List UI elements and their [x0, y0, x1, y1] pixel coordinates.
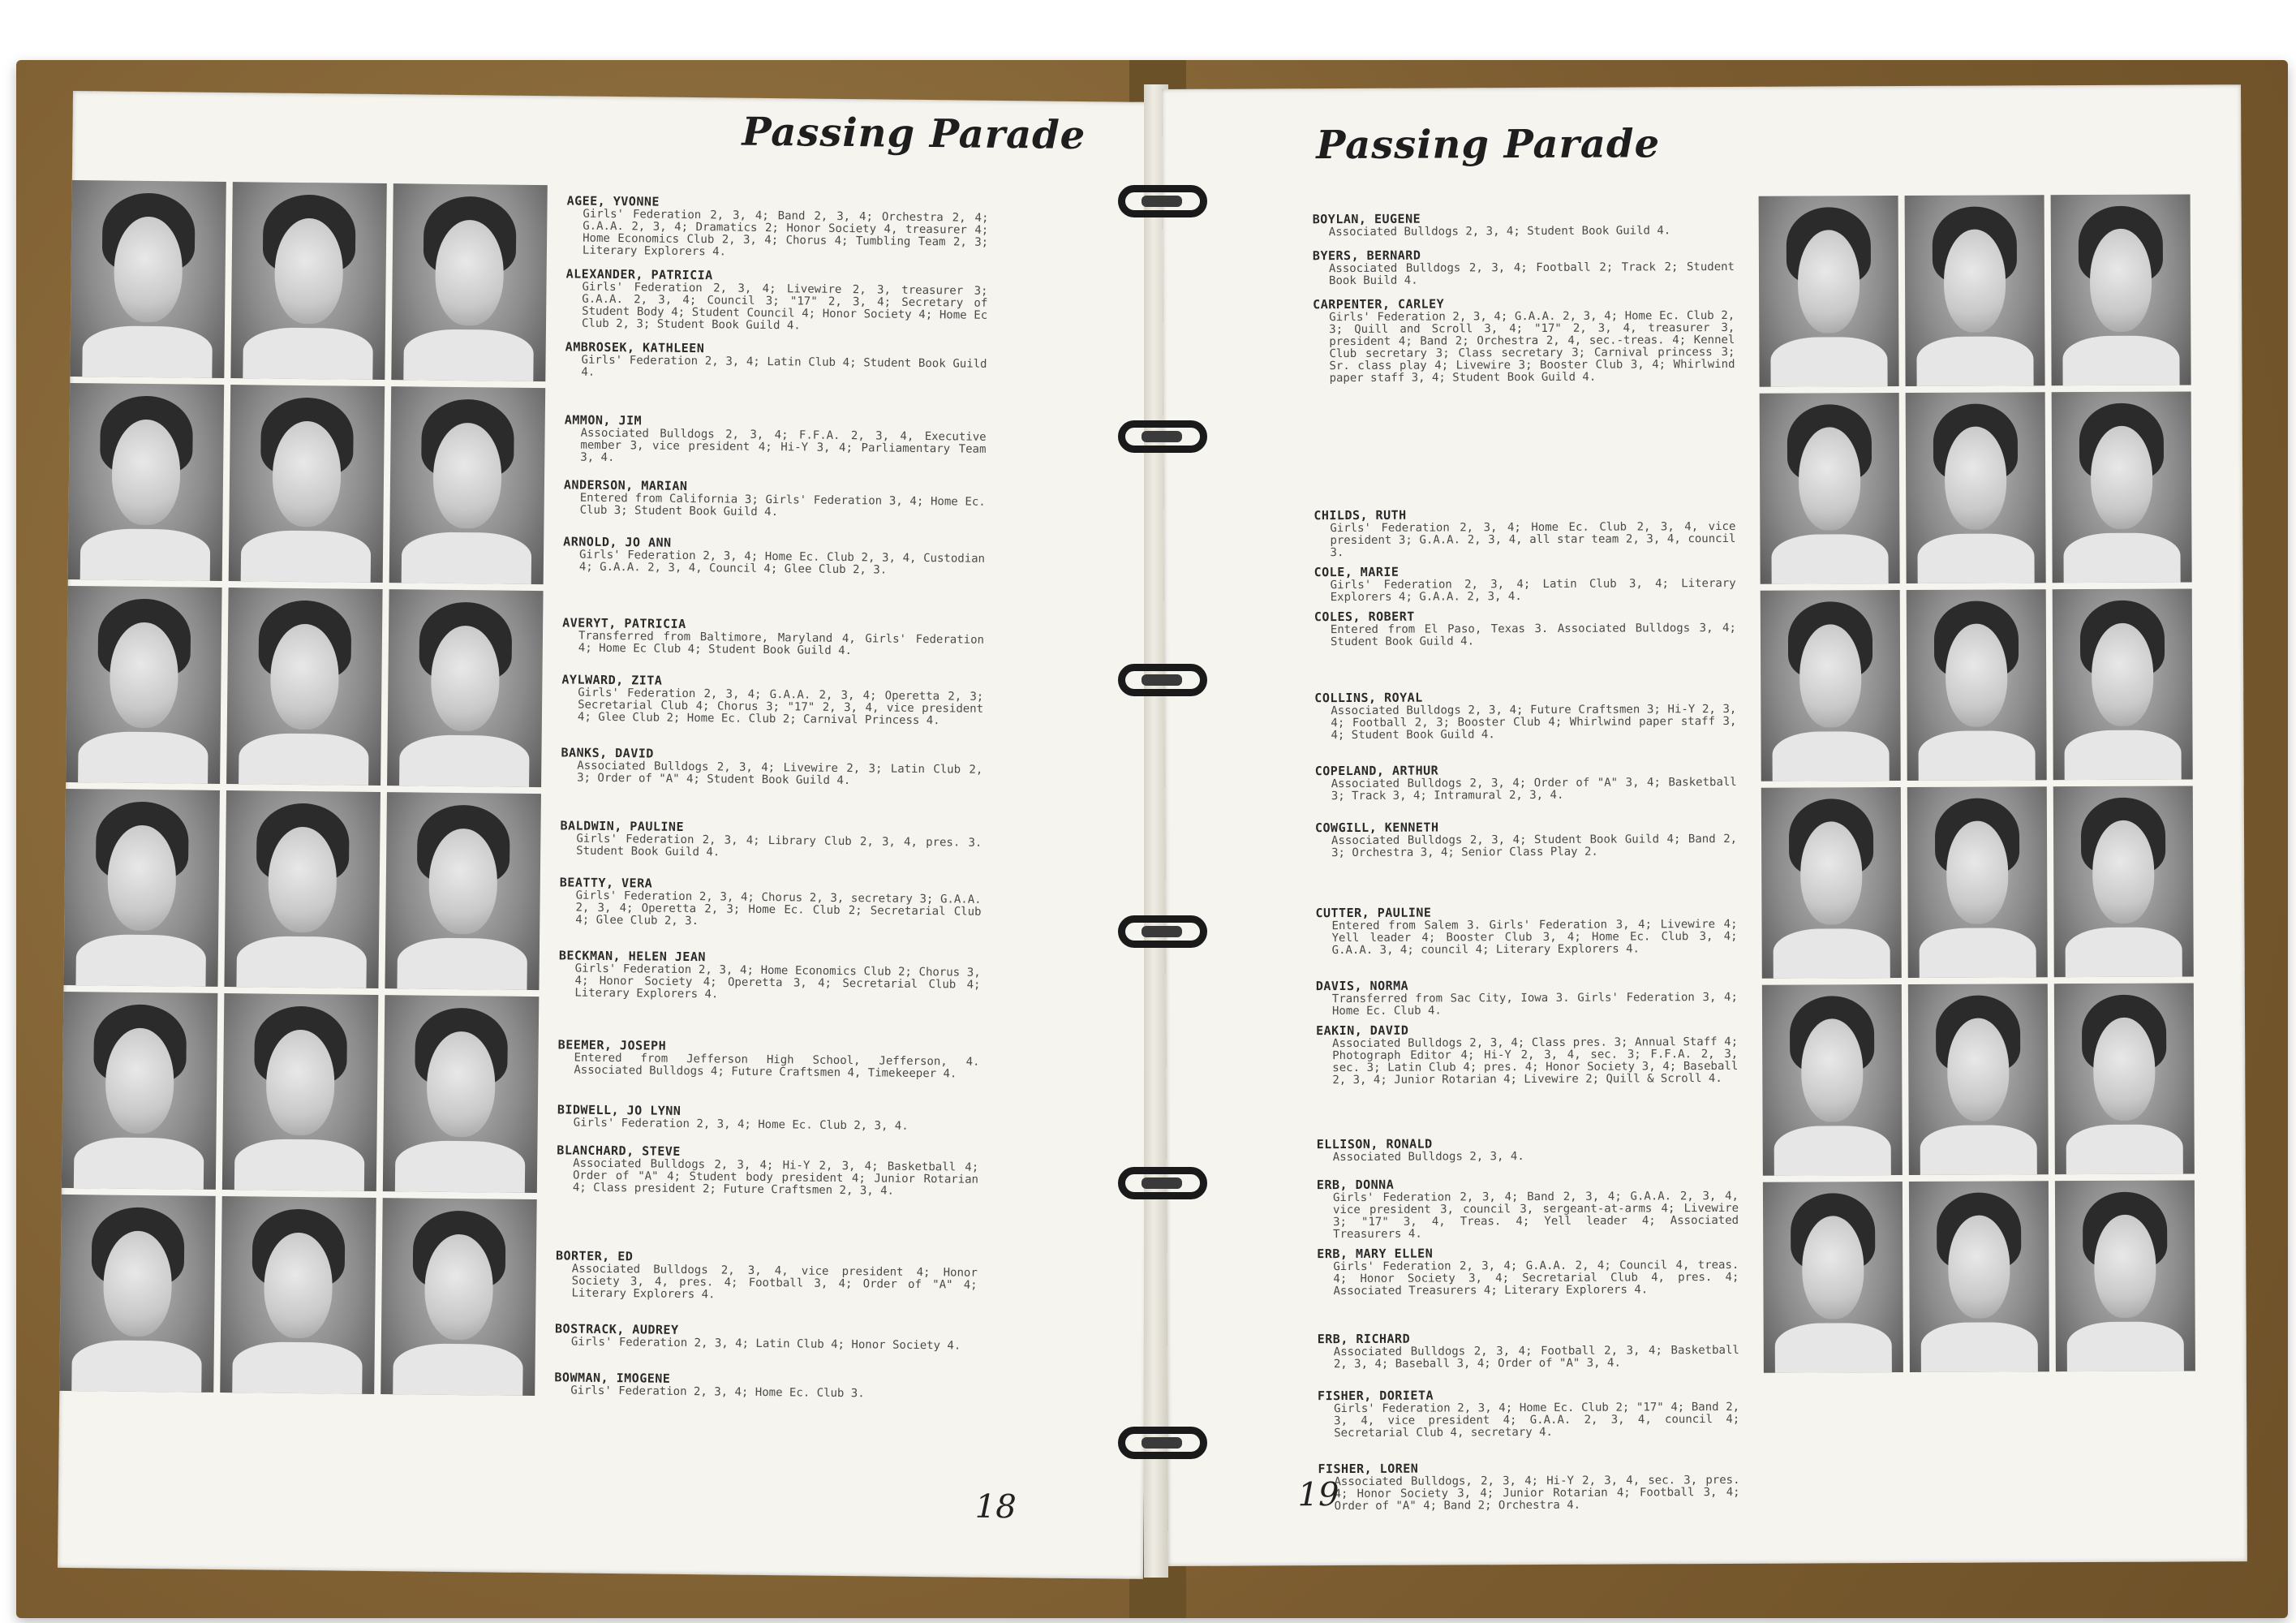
portrait-photo: [2054, 983, 2195, 1174]
student-name: FISHER, DORIETA: [1317, 1388, 1434, 1404]
student-activities: Associated Bulldogs 2, 3, 4; Football 2; Track 2; Student Book Build 4.: [1328, 260, 1735, 288]
portrait-photo: [2052, 391, 2192, 583]
student-entry: [561, 672, 984, 727]
right-entries: [1312, 210, 1756, 1513]
student-name: BOYLAN, EUGENE: [1312, 211, 1421, 227]
portrait-photo: [1907, 786, 2048, 978]
portrait-photo: [226, 588, 383, 786]
student-name: BIDWELL, JO LYNN: [557, 1102, 681, 1118]
binder-ring: [1118, 1167, 1207, 1199]
student-entry: [1317, 1135, 1739, 1164]
student-entry: [557, 1143, 979, 1198]
student-name: BLANCHARD, STEVE: [557, 1143, 681, 1159]
student-name: AVERYT, PATRICIA: [562, 615, 686, 631]
student-activities: Girls' Federation 2, 3, 4; G.A.A. 2, 4; Council 4, treas. 4; Honor Society 3, 4; Secretarial Club 4, pres. 4; Associated Treasurers 4; Literary Explorers 4.: [1333, 1258, 1739, 1298]
student-activities: Associated Bulldogs, 2, 3, 4; Hi-Y 2, 3, 4, sec. 3, pres. 4; Honor Society 3, 4; Junior Rotarian 4; Football 3, 4; Order of "A" 4; Band 2; Orchestra 4.: [1334, 1473, 1740, 1513]
student-activities: Associated Bulldogs 2, 3, 4.: [1332, 1150, 1524, 1165]
student-activities: Girls' Federation 2, 3, 4; Home Ec. Club 2, 3, 4, vice president 3; G.A.A. 2, 3, 4, all star team 2, 3, 4, council 3.: [1330, 519, 1736, 560]
student-name: DAVIS, NORMA: [1315, 978, 1409, 994]
portrait-photo: [70, 180, 226, 378]
student-activities: Girls' Federation 2, 3, 4; Home Ec. Club 2, 3, 4, Custodian 4; G.A.A. 2, 3, 4, Council 4; Glee Club 2, 3.: [578, 548, 986, 577]
student-activities: Associated Bulldogs 2, 3, 4; Future Craftsmen 3; Hi-Y 2, 3, 4; Football 2, 3; Booster Club 4; Whirlwind paper staff 3, 4; Student Book Guild 4.: [1331, 702, 1737, 743]
student-name: ERB, DONNA: [1316, 1177, 1395, 1193]
student-entry: [559, 875, 982, 930]
student-entry: [557, 1037, 979, 1080]
portrait-photo: [387, 589, 544, 787]
student-activities: Associated Bulldogs 2, 3, 4; F.F.A. 2, 3, 4, Executive member 3, vice president 4; Hi-Y 3, 4; Parliamentary Team 3, 4.: [580, 426, 987, 465]
student-entry: [1314, 563, 1736, 604]
binder-ring: [1118, 185, 1207, 217]
student-entry: [560, 818, 982, 861]
portrait-photo: [59, 1195, 216, 1393]
student-entry: [565, 266, 988, 334]
binder-ring: [1118, 420, 1207, 453]
portrait-photo: [381, 1198, 537, 1396]
student-entry: [554, 1370, 976, 1401]
student-entry: [555, 1321, 977, 1352]
student-name: CUTTER, PAULINE: [1315, 905, 1432, 921]
portrait-photo: [1909, 1181, 2049, 1372]
left-entries: [553, 193, 997, 1479]
student-entry: [1314, 506, 1735, 559]
student-activities: Associated Bulldogs 2, 3, 4; Order of "A" 3, 4; Basketball 3; Track 3, 4; Intramural 2, 3, 4.: [1331, 775, 1737, 803]
left-photo-grid: [59, 180, 548, 1396]
student-entry: [1317, 1176, 1739, 1241]
student-activities: Girls' Federation 2, 3, 4; Latin Club 3, 4; Literary Explorers 4; G.A.A. 2, 3, 4.: [1330, 576, 1736, 605]
student-activities: Associated Bulldogs 2, 3, 4; Livewire 2, 3; Latin Club 2, 3; Order of "A" 4; Student Book Guild 4.: [577, 759, 983, 788]
binder-ring: [1118, 664, 1207, 696]
student-activities: Associated Bulldogs 2, 3, 4; Class pres. 3; Annual Staff 4; Photograph Editor 4; Hi-Y 2, 3, 4, sec. 3; F.F.A. 2, 3, sec. 3; Latin Club 4; pres. 4; Honor Society 3, 4; Baseball 2, 3, 4; Junior Rotarian 4; Livewire 2; Quill & Scroll 4.: [1332, 1035, 1739, 1087]
student-entry: [1318, 1330, 1739, 1371]
student-name: COLES, ROBERT: [1314, 609, 1415, 625]
right-page: [1162, 84, 2247, 1566]
student-activities: Girls' Federation 2, 3, 4; Latin Club 4; Honor Society 4.: [570, 1335, 961, 1353]
student-entry: [1318, 1460, 1739, 1513]
student-name: BALDWIN, PAULINE: [560, 818, 685, 834]
student-name: CARPENTER, CARLEY: [1313, 296, 1445, 312]
portrait-photo: [391, 183, 548, 381]
right-photo-grid: [1759, 194, 2195, 1372]
student-entry: [565, 339, 987, 382]
portrait-photo: [1763, 1182, 1903, 1373]
portrait-photo: [1907, 589, 2047, 781]
student-entry: [1316, 1022, 1738, 1087]
student-activities: Girls' Federation 2, 3, 4; Home Ec. Club 3.: [570, 1384, 865, 1401]
student-name: COWGILL, KENNETH: [1314, 820, 1439, 836]
student-entry: [1317, 1245, 1739, 1298]
student-name: BEATTY, VERA: [559, 875, 653, 891]
student-activities: Girls' Federation 2, 3, 4; G.A.A. 2, 3, 4; Home Ec. Club 2, 3; Quill and Scroll 3, 4; "17" 2, 3, 4, treasurer 3, president 4; Band 2; Orchestra 2, 4, sec.-treas. 4; Kennel Club secretary 3; Class secretary 3; Carnival princess 3; Sr. class play 4; Livewire 3; Booster Club 3, 4; Whirlwind paper staff 3, 4; Student Book Guild 4.: [1329, 308, 1735, 385]
portrait-photo: [1905, 195, 2045, 386]
student-entry: [1314, 689, 1736, 742]
student-entry: [558, 948, 981, 1003]
student-activities: Girls' Federation 2, 3, 4; Home Ec. Club 2, 3, 4.: [573, 1116, 909, 1133]
portrait-photo: [66, 586, 222, 784]
portrait-photo: [1760, 393, 1900, 584]
student-activities: Girls' Federation 2, 3, 4; Chorus 2, 3, secretary 3; G.A.A. 2, 3, 4; Operetta 2, 3; Home Ec. Club 2; Secretarial Club 4; Glee Club 2, 3.: [575, 889, 982, 928]
student-activities: Entered from Jefferson High School, Jefferson, 4. Associated Bulldogs 4; Future Craftsmen 4, Timekeeper 4.: [574, 1051, 980, 1081]
student-name: BOSTRACK, AUDREY: [554, 1321, 679, 1337]
student-activities: Associated Bulldogs 2, 3, 4; Student Book Guild 4.: [1328, 224, 1671, 239]
student-name: BECKMAN, HELEN JEAN: [558, 948, 707, 965]
left-page-title: Passing Parade: [742, 109, 1086, 159]
student-name: ANDERSON, MARIAN: [563, 477, 688, 493]
student-entry: [1315, 819, 1737, 859]
portrait-photo: [1761, 590, 1901, 781]
portrait-photo: [68, 383, 225, 581]
student-activities: Transferred from Sac City, Iowa 3. Girls' Federation 3, 4; Home Ec. Club 4.: [1331, 990, 1738, 1018]
student-activities: Girls' Federation 2, 3, 4; Home Economics Club 2; Chorus 3, 4; Honor Society 4; Operetta 3, 4; Secretarial Club 4; Literary Explorers 4.: [574, 962, 981, 1001]
student-activities: Girls' Federation 2, 3, 4; Latin Club 4; Student Book Guild 4.: [581, 353, 987, 379]
student-entry: [1314, 608, 1736, 648]
portrait-photo: [2051, 194, 2191, 385]
left-page: [58, 91, 1159, 1579]
student-name: EAKIN, DAVID: [1316, 1022, 1409, 1039]
student-activities: Entered from Salem 3. Girls' Federation 3, 4; Livewire 4; Yell leader 4; Booster Club 3, 4; Home Ec. Club 3, 4; G.A.A. 3, 4; council 4; Literary Explorers 4.: [1331, 917, 1738, 958]
student-entry: [1315, 762, 1737, 803]
student-name: CHILDS, RUTH: [1314, 507, 1407, 523]
student-name: BORTER, ED: [555, 1248, 634, 1264]
student-entry: [1313, 210, 1735, 239]
student-entry: [1313, 295, 1735, 385]
student-name: AMBROSEK, KATHLEEN: [565, 339, 705, 356]
student-activities: Girls' Federation 2, 3, 4; Home Ec. Club 2; "17" 4; Band 2, 3, 4, vice president 4; G.A.A. 2, 3, 4, council 4; Secretarial Club 4, secretary 4.: [1334, 1400, 1740, 1440]
portrait-photo: [230, 182, 387, 380]
portrait-photo: [1908, 984, 2049, 1175]
student-entry: [563, 534, 985, 577]
student-entry: [1318, 1387, 1739, 1440]
student-entry: [564, 412, 987, 467]
portrait-photo: [222, 993, 379, 1191]
student-entry: [1316, 977, 1738, 1018]
student-activities: Girls' Federation 2, 3, 4; Livewire 2, 3, treasurer 3; G.A.A. 2, 3, 4; Council 3; "17" 2, 3, 4; Secretary of Student Body 4; Student Council 4; Honor Society 4; Home Ec Club 2, 3; Student Book Guild 4.: [581, 280, 988, 333]
portrait-photo: [2053, 786, 2194, 977]
page-number: 18: [974, 1487, 1017, 1526]
student-name: ALEXANDER, PATRICIA: [565, 266, 713, 283]
student-activities: Girls' Federation 2, 3, 4; Library Club 2, 3, 4, pres. 3. Student Book Guild 4.: [576, 832, 982, 859]
student-entry: [561, 745, 982, 788]
student-activities: Girls' Federation 2, 3, 4; G.A.A. 2, 3, 4; Operetta 2, 3; Secretarial Club 4; Chorus 3; "17" 2, 3, 4, vice president 4; Glee Club 2; Home Ec. Club 2; Carnival Princess 4.: [577, 686, 984, 728]
portrait-photo: [383, 995, 540, 1193]
student-name: COLE, MARIE: [1314, 564, 1400, 580]
student-entry: [566, 193, 989, 260]
portrait-photo: [2055, 1180, 2195, 1371]
student-entry: [564, 477, 986, 520]
right-page-title: Passing Parade: [1316, 121, 1661, 169]
portrait-photo: [389, 386, 546, 584]
portrait-photo: [63, 789, 220, 987]
student-name: BEEMER, JOSEPH: [557, 1037, 667, 1053]
student-name: ELLISON, RONALD: [1316, 1136, 1433, 1152]
student-name: ERB, RICHARD: [1317, 1331, 1411, 1347]
portrait-photo: [1906, 392, 2046, 583]
student-name: BOWMAN, IMOGENE: [554, 1370, 671, 1386]
student-activities: Transferred from Baltimore, Maryland 4, Girls' Federation 4; Home Ec Club 4; Student Book Guild 4.: [578, 629, 985, 658]
student-activities: Associated Bulldogs 2, 3, 4; Football 2, 3, 4; Basketball 2, 3, 4; Baseball 3, 4; Order of "A" 3, 4.: [1333, 1343, 1739, 1371]
student-entry: [562, 615, 984, 658]
portrait-photo: [1759, 196, 1899, 387]
student-activities: Girls' Federation 2, 3, 4; Band 2, 3, 4; G.A.A. 2, 3, 4, vice president 3, council 3, sergeant-at-arms 4; Livewire 3; "17" 3, 4, Treas. 4; Yell leader 4; Associated Treasurers 4.: [1332, 1189, 1739, 1242]
portrait-photo: [1761, 787, 1902, 979]
student-entry: [1315, 904, 1737, 957]
portrait-photo: [385, 792, 541, 990]
student-entry: [555, 1248, 978, 1303]
student-activities: Associated Bulldogs 2, 3, 4; Hi-Y 2, 3, 4; Basketball 4; Order of "A" 4; Student body president 4; Junior Rotarian 4; Class president 2; Future Craftsmen 2, 3, 4.: [572, 1156, 979, 1198]
student-activities: Girls' Federation 2, 3, 4; Band 2, 3, 4; Orchestra 2, 4; G.A.A. 2, 3, 4; Dramatics 2; Honor Society 4, treasurer 4; Home Economics Club 2, 3, 4; Chorus 4; Tumbling Team 2, 3; Literary Explorers 4.: [582, 207, 989, 259]
student-entry: [557, 1102, 979, 1133]
student-activities: Associated Bulldogs 2, 3, 4, vice president 4; Honor Society 3, 4, pres. 4; Football 3, 4; Order of "A" 4; Literary Explorers 4.: [571, 1262, 978, 1302]
binder-ring: [1118, 1427, 1207, 1459]
student-name: COPELAND, ARTHUR: [1314, 763, 1439, 779]
student-name: COLLINS, ROYAL: [1314, 690, 1423, 706]
student-name: AYLWARD, ZITA: [561, 672, 663, 688]
student-name: AMMON, JIM: [564, 412, 643, 428]
portrait-photo: [224, 790, 381, 988]
page-number: 19: [1297, 1476, 1339, 1514]
student-activities: Entered from El Paso, Texas 3. Associated Bulldogs 3, 4; Student Book Guild 4.: [1330, 621, 1736, 649]
portrait-photo: [2053, 588, 2193, 780]
student-activities: Entered from California 3; Girls' Federation 3, 4; Home Ec. Club 3; Student Book Guild 4.: [579, 491, 986, 519]
student-name: ARNOLD, JO ANN: [563, 534, 672, 550]
student-name: BANKS, DAVID: [561, 745, 654, 761]
student-name: FISHER, LOREN: [1318, 1461, 1419, 1477]
portrait-photo: [1762, 984, 1903, 1176]
portrait-photo: [220, 1196, 376, 1394]
portrait-photo: [62, 992, 218, 1190]
student-name: BYERS, BERNARD: [1312, 248, 1421, 264]
student-name: AGEE, YVONNE: [566, 193, 660, 209]
portrait-photo: [229, 385, 385, 583]
student-activities: Associated Bulldogs 2, 3, 4; Student Book Guild 4; Band 2, 3; Orchestra 3, 4; Senior Class Play 2.: [1331, 832, 1738, 860]
student-entry: [1313, 247, 1735, 287]
binder-ring: [1118, 915, 1207, 948]
student-name: ERB, MARY ELLEN: [1317, 1246, 1434, 1262]
